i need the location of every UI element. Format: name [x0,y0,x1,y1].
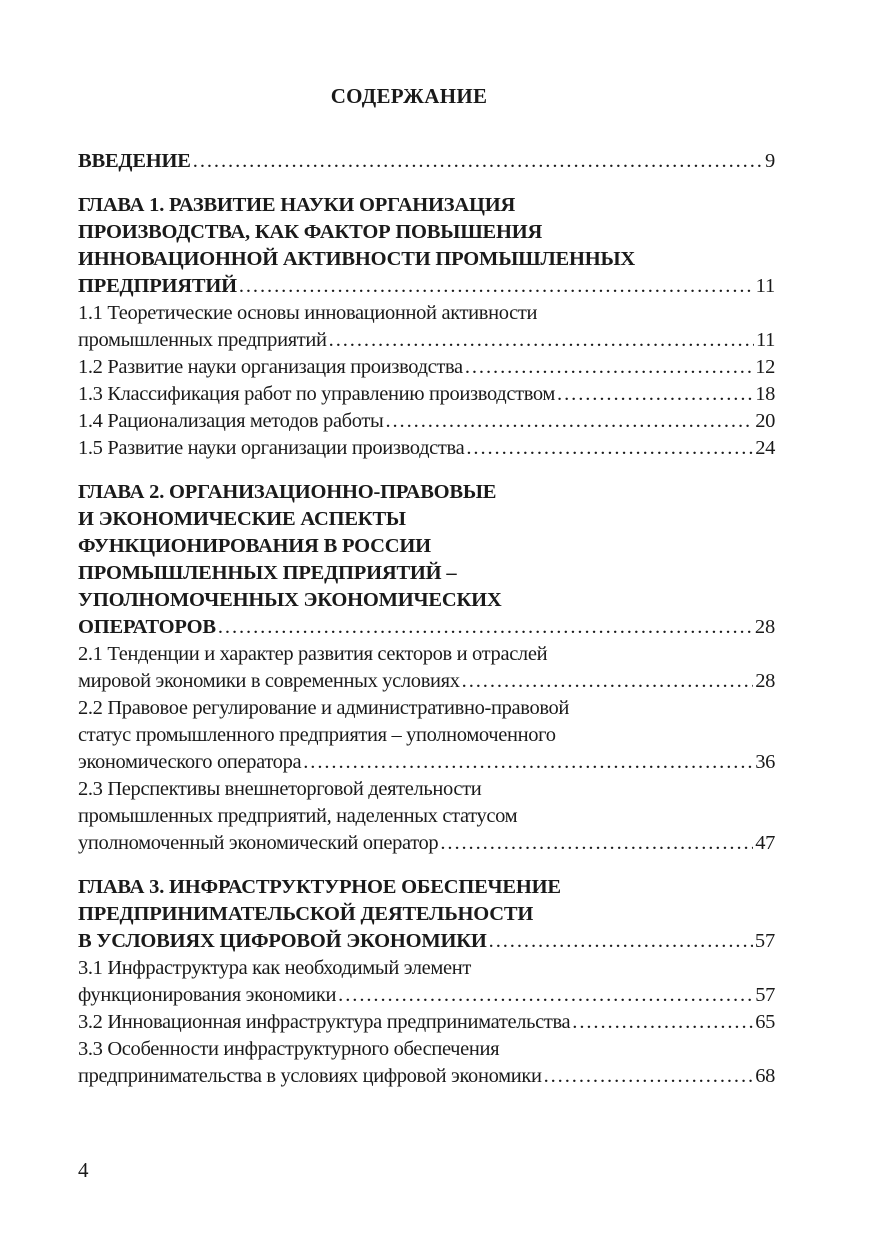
dot-leader [489,928,753,955]
toc-entry-line [78,408,775,435]
toc-entry-line [78,641,775,668]
toc-subsection[interactable] [78,1036,775,1090]
toc-page-number: 28 [754,616,775,638]
toc-subsection[interactable] [78,300,775,354]
toc-entry-text: статус промышленного предприятия – уполномоченного [78,724,556,746]
toc-page-number: 20 [755,410,775,432]
dot-leader [303,749,753,776]
toc-entry-text: ПРЕДПРИНИМАТЕЛЬСКОЙ ДЕЯТЕЛЬНОСТИ [78,903,534,925]
toc-entry-line [78,1063,775,1090]
toc-entry-text: ГЛАВА 3. ИНФРАСТРУКТУРНОЕ ОБЕСПЕЧЕНИЕ [78,876,561,898]
toc-entry-text: функционирования экономики [78,984,337,1006]
toc-entry-text: 1.4 Рационализация методов работы [78,410,384,432]
toc-entry-line [78,587,775,614]
toc-page-number: 9 [764,150,775,172]
toc-entry-line [78,722,775,749]
toc-entry-line [78,668,775,695]
toc-entry-line [78,479,775,506]
toc-entry-text: ПРЕДПРИЯТИЙ [78,275,237,297]
toc-entry-text: 1.1 Теоретические основы инновационной активности [78,302,538,324]
toc-entry-line [78,749,775,776]
toc-entry-text: ПРОМЫШЛЕННЫХ ПРЕДПРИЯТИЙ – [78,562,457,584]
toc-page-number: 11 [755,275,775,297]
toc-entry-text: мировой экономики в современных условиях [78,670,460,692]
toc-entry-line [78,928,775,955]
toc-entry-text: 3.2 Инновационная инфраструктура предпринимательства [78,1011,571,1033]
toc-entry-line [78,354,775,381]
dot-leader [462,668,754,695]
dot-leader [218,614,753,641]
page-title: СОДЕРЖАНИЕ [330,84,488,108]
toc-entry-text: ГЛАВА 2. ОРГАНИЗАЦИОННО-ПРАВОВЫЕ [78,481,497,503]
toc-entry-text: 2.1 Тенденции и характер развития секторов и отраслей [78,643,548,665]
toc-entry-text: промышленных предприятий, наделенных статусом [78,805,518,827]
toc-page-number: 18 [755,383,775,405]
toc-entry-line [78,219,775,246]
dot-leader [465,354,753,381]
toc-entry-text: ИННОВАЦИОННОЙ АКТИВНОСТИ ПРОМЫШЛЕННЫХ [78,248,636,270]
toc-page-number: 12 [755,356,775,378]
toc-group [78,192,775,462]
dot-leader [193,148,763,175]
toc-subsection[interactable] [78,354,775,381]
toc-entry-line [78,148,775,175]
toc-group [78,148,775,175]
toc-page-number: 36 [755,751,775,773]
toc-group [78,479,775,857]
toc-page-number: 68 [755,1065,775,1087]
toc-entry-line [78,1036,775,1063]
toc-entry-line [78,381,775,408]
toc-entry-line [78,1009,775,1036]
toc-entry-text: ФУНКЦИОНИРОВАНИЯ В РОССИИ [78,535,431,557]
toc-page-number: 57 [754,930,775,952]
toc-page-number: 57 [755,984,775,1006]
toc-entry-text: 2.3 Перспективы внешнеторговой деятельности [78,778,482,800]
toc-entry-text: 1.2 Развитие науки организация производства [78,356,463,378]
toc-entry-text: ВВЕДЕНИЕ [78,150,191,172]
toc-entry-text: ОПЕРАТОРОВ [78,616,216,638]
toc-entry-text: ПРОИЗВОДСТВА, КАК ФАКТОР ПОВЫШЕНИЯ [78,221,543,243]
toc-entry-text: уполномоченный экономический оператор [78,832,439,854]
toc-entry-text: И ЭКОНОМИЧЕСКИЕ АСПЕКТЫ [78,508,406,530]
dot-leader [557,381,753,408]
toc-page-number: 24 [755,437,775,459]
toc-entry-text: ГЛАВА 1. РАЗВИТИЕ НАУКИ ОРГАНИЗАЦИЯ [78,194,516,216]
toc-entry-text: В УСЛОВИЯХ ЦИФРОВОЙ ЭКОНОМИКИ [78,930,487,952]
toc-subsection[interactable] [78,776,775,857]
toc-chapter[interactable] [78,479,775,641]
toc-entry-line [78,273,775,300]
toc-subsection[interactable] [78,1009,775,1036]
toc-entry-line [78,955,775,982]
toc-entry-text: 3.1 Инфраструктура как необходимый элемент [78,957,472,979]
toc-entry-text: УПОЛНОМОЧЕННЫХ ЭКОНОМИЧЕСКИХ [78,589,502,611]
toc-entry-text: 1.5 Развитие науки организации производства [78,437,465,459]
toc-subsection[interactable] [78,435,775,462]
toc-entry-line [78,192,775,219]
table-of-contents [78,148,775,1107]
toc-entry-line [78,776,775,803]
toc-entry-line [78,300,775,327]
toc-entry-line [78,695,775,722]
toc-entry-text: 1.3 Классификация работ по управлению производством [78,383,556,405]
toc-subsection[interactable] [78,955,775,1009]
toc-subsection[interactable] [78,381,775,408]
toc-entry-line [78,901,775,928]
toc-entry-line [78,874,775,901]
toc-chapter[interactable] [78,874,775,955]
toc-entry-line [78,560,775,587]
toc-entry-text: промышленных предприятий [78,329,327,351]
toc-subsection[interactable] [78,408,775,435]
toc-page-number: 65 [755,1011,775,1033]
dot-leader [338,982,753,1009]
toc-page-number: 47 [755,832,775,854]
toc-subsection[interactable] [78,641,775,695]
dot-leader [544,1063,754,1090]
toc-entry-line [78,614,775,641]
toc-page-number: 28 [755,670,775,692]
toc-entry-line [78,506,775,533]
toc-group [78,874,775,1090]
dot-leader [329,327,754,354]
toc-entry-line [78,803,775,830]
toc-entry-line [78,533,775,560]
toc-entry-text: экономического оператора [78,751,302,773]
toc-chapter[interactable] [78,192,775,300]
toc-entry-text: 2.2 Правовое регулирование и административно-правовой [78,697,570,719]
toc-chapter[interactable] [78,148,775,175]
toc-entry-line [78,830,775,857]
toc-entry-line [78,982,775,1009]
dot-leader [440,830,753,857]
toc-entry-line [78,435,775,462]
page-number: 4 [78,1158,89,1182]
dot-leader [385,408,753,435]
toc-entry-text: 3.3 Особенности инфраструктурного обеспечения [78,1038,500,1060]
toc-entry-line [78,327,775,354]
toc-page-number: 11 [755,329,775,351]
dot-leader [239,273,754,300]
toc-entry-text: предпринимательства в условиях цифровой экономики [78,1065,542,1087]
dot-leader [572,1009,753,1036]
toc-entry-line [78,246,775,273]
toc-subsection[interactable] [78,695,775,776]
dot-leader [466,435,753,462]
